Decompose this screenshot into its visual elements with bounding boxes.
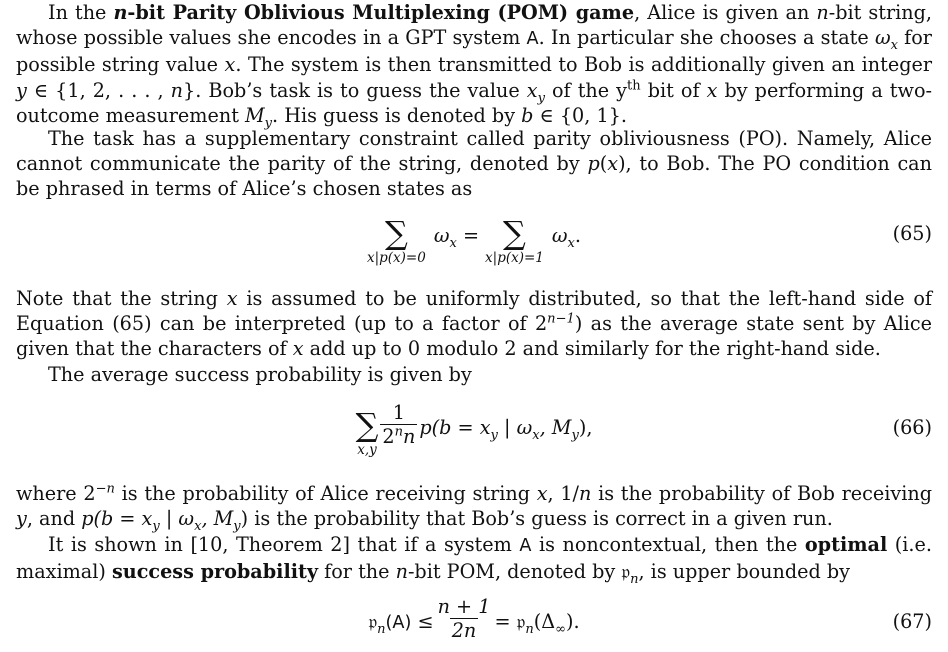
equation-number-65: (65) bbox=[892, 222, 932, 245]
paragraph-average-success: The average success probability is given by bbox=[48, 363, 472, 386]
fraction-one-over-2n-n: $\frac{1}{2^nn}$ bbox=[382, 401, 416, 448]
paragraph-theorem-bound: It is shown in [10, Theorem 2] that if a system A is noncontextual, then the optimal (i.e. maximal) success probability for the n-bit POM, denoted by 𝔭$_n$, is upper bounded by bbox=[16, 533, 932, 588]
equation-number-66: (66) bbox=[892, 416, 932, 439]
paragraph-uniform-note: Note that the string x is assumed to be uniformly distributed, so that the left-hand side of Equation (65) can be interpreted (up to a factor of $2^{n-1}$) as the average state sent by Alice given that the characters of x add up to 0 modulo 2 and similarly for the right-hand side. bbox=[16, 287, 932, 361]
fraction-n-plus-1-over-2n: $\frac{n + 1}{2n}$ bbox=[437, 595, 491, 642]
paragraph-where-probabilities: where $2^{-n}$ is the probability of Alice receiving string x, 1/n is the probability of Bob receiving y, and $p(b = x_y$ | $\omega_x$, $M_y$) is the probability that Bob’s guess is correct in a given run. bbox=[16, 481, 932, 535]
equation-66: ∑ x,y $\frac{1}{2^nn}$ $p(b = x_y$ | $\omega_x$, $M_y$), bbox=[355, 401, 593, 458]
paragraph-pom-intro: In the n-bit Parity Oblivious Multiplexing (POM) game, Alice is given an n-bit string, whose possible values she encodes in a GPT system A. In particular she chooses a state $\omega_x$ for possible string value x. The system is then transmitted to Bob is additionally given an integer y ∈ {1, 2, . . . , n}. Bob’s task is to guess the value $x_y$ of the $y^{th}$ bit of x by performing a two-outcome measurement $M_y$. His guess is denoted by b ∈ {0, 1}. bbox=[16, 1, 933, 131]
sum-left: ∑ x|p(x)=0 bbox=[366, 214, 426, 266]
equation-number-67: (67) bbox=[892, 610, 932, 633]
paragraph-parity-constraint: The task has a supplementary constraint called parity obliviousness (PO). Namely, Alice cannot communicate the parity of the string, denoted by p(x), to Bob. The PO condition can be phrased in terms of Alice’s chosen states as bbox=[16, 127, 932, 201]
sum-xy: ∑ x,y bbox=[355, 406, 379, 458]
sum-right: ∑ x|p(x)=1 bbox=[485, 214, 544, 266]
equation-67: 𝔭$_n$(A) ≤ $\frac{n + 1}{2n}$ = $𝔭_n(\Delta_\infty)$. bbox=[368, 595, 580, 642]
equation-65: ∑ x|p(x)=0 $\omega_x$ = ∑ x|p(x)=1 $\omega_x$. bbox=[366, 214, 582, 266]
